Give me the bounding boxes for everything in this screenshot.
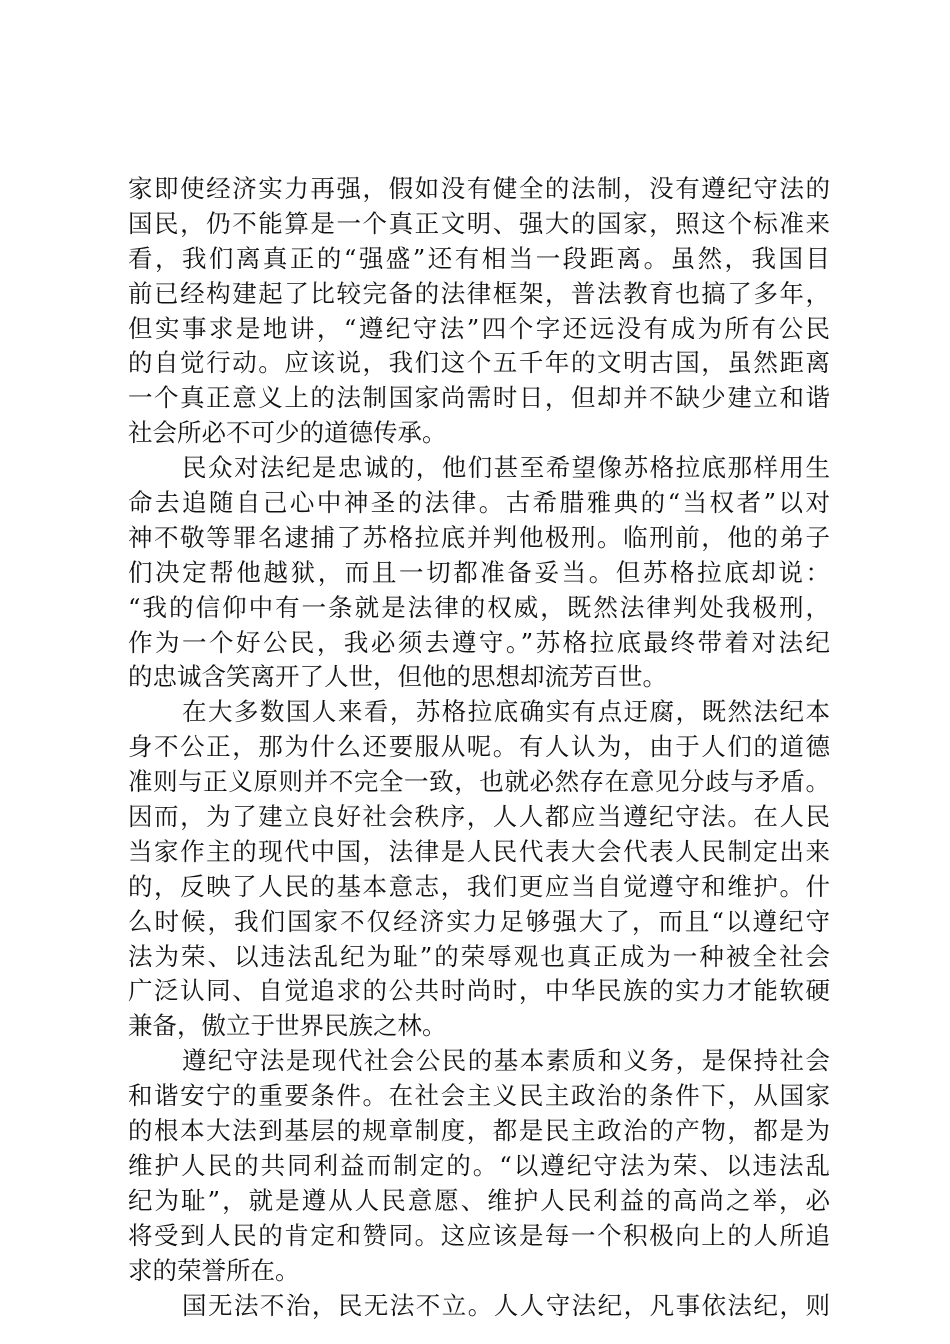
text-line: 一个真正意义上的法制国家尚需时日，但却并不缺少建立和谐 [128,383,830,413]
text-line: 身不公正，那为什么还要服从呢。有人认为，由于人们的道德 [128,732,830,762]
text-line: 命去追随自己心中神圣的法律。古希腊雅典的“当权者”以对 [128,488,830,518]
text-line: 准则与正义原则并不完全一致，也就必然存在意见分歧与矛盾。 [128,767,830,797]
text-line: 看，我们离真正的“强盛”还有相当一段距离。虽然，我国目 [128,243,830,273]
text-line: 民众对法纪是忠诚的，他们甚至希望像苏格拉底那样用生 [182,453,830,483]
text-line: 兼备，傲立于世界民族之林。 [128,1011,447,1041]
text-line: 的忠诚含笑离开了人世，但他的思想却流芳百世。 [128,662,667,692]
text-line: 的自觉行动。应该说，我们这个五千年的文明古国，虽然距离 [128,348,830,378]
document-body [128,172,830,1323]
text-line: 的根本大法到基层的规章制度，都是民主政治的产物，都是为 [128,1116,830,1146]
text-line: 的，反映了人民的基本意志，我们更应当自觉遵守和维护。什 [128,871,830,901]
text-line: 国无法不治，民无法不立。人人守法纪，凡事依法纪，则 [182,1290,830,1320]
paragraph [128,451,830,695]
text-line: 神不敬等罪名逮捕了苏格拉底并判他极刑。临刑前，他的弟子 [128,522,830,552]
text-line: 前已经构建起了比较完备的法律框架，普法教育也搞了多年， [128,278,830,308]
text-line: 遵纪守法是现代社会公民的基本素质和义务，是保持社会 [182,1046,830,1076]
text-line: 和谐安宁的重要条件。在社会主义民主政治的条件下，从国家 [128,1081,830,1111]
text-line: “我的信仰中有一条就是法律的权威，既然法律判处我极刑， [128,592,830,622]
text-line: 么时候，我们国家不仅经济实力足够强大了，而且“以遵纪守 [128,906,830,936]
text-line: 社会所必不可少的道德传承。 [128,418,447,448]
paragraph [128,172,830,451]
text-line: 维护人民的共同利益而制定的。“以遵纪守法为荣、以违法乱 [128,1150,830,1180]
text-line: 家即使经济实力再强，假如没有健全的法制，没有遵纪守法的 [128,174,830,203]
paragraph [128,1289,830,1324]
paragraph [128,695,830,1044]
text-line: 因而，为了建立良好社会秩序，人人都应当遵纪守法。在人民 [128,802,830,832]
paragraph [128,1044,830,1288]
text-line: 法为荣、以违法乱纪为耻”的荣辱观也真正成为一种被全社会 [128,941,830,971]
text-line: 广泛认同、自觉追求的公共时尚时，中华民族的实力才能软硬 [128,976,830,1006]
text-line: 但实事求是地讲，“遵纪守法”四个字还远没有成为所有公民 [128,313,830,343]
text-line: 求的荣誉所在。 [128,1255,300,1285]
text-line: 国民，仍不能算是一个真正文明、强大的国家，照这个标准来 [128,208,830,238]
text-line: 纪为耻”，就是遵从人民意愿、维护人民利益的高尚之举，必 [128,1185,830,1215]
text-line: 作为一个好公民，我必须去遵守。”苏格拉底最终带着对法纪 [128,627,830,657]
text-line: 在大多数国人来看，苏格拉底确实有点迂腐，既然法纪本 [182,697,830,727]
text-line: 们决定帮他越狱，而且一切都准备妥当。但苏格拉底却说： [128,557,830,587]
text-line: 当家作主的现代中国，法律是人民代表大会代表人民制定出来 [128,836,830,866]
text-line: 将受到人民的肯定和赞同。这应该是每一个积极向上的人所追 [128,1220,830,1250]
